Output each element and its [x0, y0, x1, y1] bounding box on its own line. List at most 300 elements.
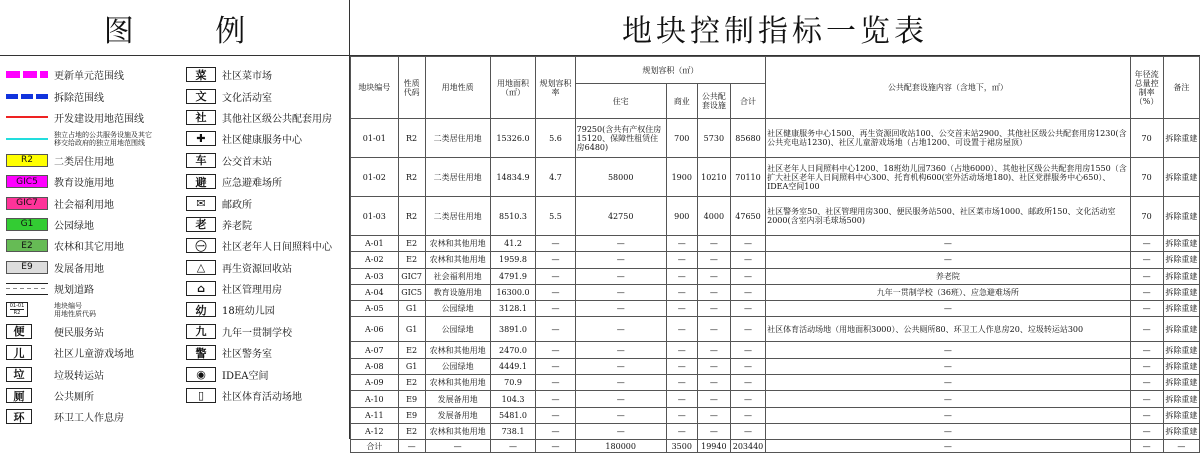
legend-label: 社区健康服务中心 — [222, 135, 302, 147]
zone-color-swatch: R2 — [6, 154, 48, 167]
cell-tot: — — [730, 252, 765, 268]
legend-label: 社区警务室 — [222, 349, 272, 361]
cell-note: 拆除重建 — [1163, 301, 1199, 317]
facility-icon: 文 — [186, 89, 216, 104]
table-row — [351, 342, 1200, 358]
cell-note: 拆除重建 — [1163, 284, 1199, 300]
cell-id: A-07 — [351, 342, 399, 358]
cell-pub: — — [697, 375, 730, 391]
cell-use: 公园绿地 — [425, 317, 490, 342]
table-row — [351, 391, 1200, 407]
cell-tot: — — [730, 391, 765, 407]
cell-code: E9 — [398, 391, 425, 407]
legend-item — [186, 278, 356, 299]
table-row — [351, 375, 1200, 391]
legend-item — [6, 107, 176, 128]
legend-column-left — [6, 64, 176, 428]
cell-pub: — — [697, 268, 730, 284]
cell-id: A-11 — [351, 407, 399, 423]
cell-tot: — — [730, 342, 765, 358]
cell-note: 拆除重建 — [1163, 391, 1199, 407]
cell-yr: — — [1130, 268, 1163, 284]
header-code: 性质代码 — [398, 57, 425, 119]
cell-note: 拆除重建 — [1163, 317, 1199, 342]
cell-far: 5.6 — [536, 119, 575, 158]
legend-label: 九年一贯制学校 — [222, 327, 292, 339]
cell-tot: — — [730, 407, 765, 423]
renewal-boundary-symbol — [6, 71, 48, 78]
table-row — [351, 119, 1200, 158]
cell-area: 5481.0 — [490, 407, 536, 423]
cell-area: 14834.9 — [490, 158, 536, 197]
cell-res: — — [575, 236, 666, 252]
legend-item — [186, 171, 356, 192]
cell-use: 农林和其他用地 — [425, 342, 490, 358]
cell-yr: — — [1130, 423, 1163, 439]
cell-res: 79250(含共有产权住房15120、保障性租赁住房6480) — [575, 119, 666, 158]
cell-code: R2 — [398, 158, 425, 197]
cell-id: A-09 — [351, 375, 399, 391]
facility-icon: 警 — [186, 345, 216, 360]
cell-id: A-02 — [351, 252, 399, 268]
cell-note: 拆除重建 — [1163, 423, 1199, 439]
cell-code: G1 — [398, 301, 425, 317]
cell-code: E9 — [398, 407, 425, 423]
cell-id: 合计 — [351, 440, 399, 453]
cell-area: 738.1 — [490, 423, 536, 439]
cell-yr: — — [1130, 375, 1163, 391]
cell-area: 3128.1 — [490, 301, 536, 317]
cell-far: — — [536, 317, 575, 342]
cell-pub: — — [697, 236, 730, 252]
facility-icon: ⌂ — [186, 281, 216, 296]
zone-color-swatch: GIC5 — [6, 175, 48, 188]
cell-area: 8510.3 — [490, 197, 536, 236]
zone-color-swatch: E2 — [6, 239, 48, 252]
header-note: 备注 — [1163, 57, 1199, 119]
development-boundary-symbol — [6, 116, 48, 118]
legend-label: 文化活动室 — [222, 92, 272, 104]
zone-color-swatch: E9 — [6, 261, 48, 274]
cell-area: 2470.0 — [490, 342, 536, 358]
cell-fac: — — [766, 391, 1130, 407]
legend-label: 开发建设用地范围线 — [54, 113, 144, 125]
cell-pub: — — [697, 301, 730, 317]
cell-fac: 社区体育活动场地（用地面积3000）、公共厕所80、环卫工人作息房20、垃圾转运站300 — [766, 317, 1130, 342]
cell-note: 拆除重建 — [1163, 197, 1199, 236]
legend-title: 图 例 — [0, 0, 349, 56]
facility-icon: 幼 — [186, 302, 216, 317]
cell-yr: — — [1130, 252, 1163, 268]
cell-fac: 社区警务室50、社区管理用房300、便民服务站500、社区菜市场1000、邮政所150、文化活动室2000(含室内羽毛球场500) — [766, 197, 1130, 236]
cell-id: A-04 — [351, 284, 399, 300]
cell-pub: 10210 — [697, 158, 730, 197]
zone-color-swatch: GIC7 — [6, 197, 48, 210]
cell-note: 拆除重建 — [1163, 268, 1199, 284]
legend-label: 教育设施用地 — [54, 178, 114, 190]
cell-use: 公园绿地 — [425, 358, 490, 374]
legend-item — [186, 214, 356, 235]
demolition-boundary-symbol — [6, 94, 48, 99]
legend-item — [6, 385, 176, 406]
cell-tot: 203440 — [730, 440, 765, 453]
legend-label: 养老院 — [222, 220, 252, 232]
cell-far: — — [536, 391, 575, 407]
legend-label: 社区管理用房 — [222, 285, 282, 297]
legend-panel — [0, 0, 350, 439]
facility-icon: ✉ — [186, 196, 216, 211]
legend-item — [186, 342, 356, 363]
cell-com: 900 — [666, 197, 697, 236]
table-row — [351, 158, 1200, 197]
cell-fac: — — [766, 375, 1130, 391]
cell-area: 70.9 — [490, 375, 536, 391]
legend-item — [186, 192, 356, 213]
cell-com: — — [666, 252, 697, 268]
cell-area: 3891.0 — [490, 317, 536, 342]
cell-res: — — [575, 268, 666, 284]
header-residential: 住宅 — [575, 84, 666, 119]
cell-id: 01-02 — [351, 158, 399, 197]
cell-com: — — [666, 317, 697, 342]
cell-id: A-01 — [351, 236, 399, 252]
cell-yr: — — [1130, 284, 1163, 300]
legend-label: 二类居住用地 — [54, 156, 114, 168]
cell-fac: — — [766, 236, 1130, 252]
control-index-table-panel — [350, 0, 1200, 451]
zone-color-swatch: G1 — [6, 218, 48, 231]
cell-far: — — [536, 268, 575, 284]
facility-icon: △ — [186, 260, 216, 275]
cell-yr: 70 — [1130, 119, 1163, 158]
header-commercial: 商业 — [666, 84, 697, 119]
cell-code: R2 — [398, 197, 425, 236]
legend-item — [186, 299, 356, 320]
cell-com: — — [666, 423, 697, 439]
cell-note: 拆除重建 — [1163, 375, 1199, 391]
cell-res: 180000 — [575, 440, 666, 453]
cell-yr: — — [1130, 440, 1163, 453]
cell-com: — — [666, 301, 697, 317]
cell-yr: — — [1130, 301, 1163, 317]
table-row — [351, 358, 1200, 374]
legend-item — [186, 235, 356, 256]
facility-icon: 便 — [6, 324, 32, 339]
legend-label: 社区菜市场 — [222, 71, 272, 83]
legend-label: 发展备用地 — [54, 263, 104, 275]
cell-com: — — [666, 268, 697, 284]
header-public: 公共配套设施 — [697, 84, 730, 119]
legend-item — [6, 278, 176, 299]
cell-code: E2 — [398, 375, 425, 391]
table-row — [351, 407, 1200, 423]
legend-label: 环卫工人作息房 — [54, 413, 124, 425]
cell-fac: 社区健康服务中心1500、再生资源回收站100、公交首末站2900、其他社区级公共配套用房1230(含公共充电站1230)、社区儿童游戏场地（占地1200、可设置于裙房屋顶） — [766, 119, 1130, 158]
header-gfa-group: 规划容积（㎡） — [575, 57, 765, 84]
legend-item — [186, 385, 356, 406]
cell-code: E2 — [398, 236, 425, 252]
legend-label: 拆除范围线 — [54, 92, 104, 104]
cell-fac: 社区老年人日间照料中心1200、18班幼儿园7360（占地6000）、其他社区级公共配套用房1550（含扩大社区老年人日间照料中心300、托育机构600(室外活动场地180)、社区党群服务中心650）、IDEA空间100 — [766, 158, 1130, 197]
cell-use: 社会福利用地 — [425, 268, 490, 284]
cell-far: — — [536, 252, 575, 268]
cell-use: 二类居住用地 — [425, 197, 490, 236]
legend-item — [6, 235, 176, 256]
cell-fac: — — [766, 301, 1130, 317]
cell-far: 5.5 — [536, 197, 575, 236]
cell-use: 二类居住用地 — [425, 158, 490, 197]
header-use: 用地性质 — [425, 57, 490, 119]
cell-area: 16300.0 — [490, 284, 536, 300]
cell-far: — — [536, 375, 575, 391]
cell-note: 拆除重建 — [1163, 358, 1199, 374]
cell-fac: — — [766, 407, 1130, 423]
header-years: 年径流总量控制率（%） — [1130, 57, 1163, 119]
facility-icon: ㊀ — [186, 238, 216, 253]
cell-com: 1900 — [666, 158, 697, 197]
cell-area: — — [490, 440, 536, 453]
legend-label: 独立占地的公共服务设施及其它 移交给政府的独立用地范围线 — [54, 130, 152, 147]
legend-body — [0, 56, 349, 439]
cell-tot: — — [730, 236, 765, 252]
cell-res: 42750 — [575, 197, 666, 236]
legend-item — [186, 85, 356, 106]
facility-icon: 垃 — [6, 367, 32, 382]
legend-label: 18班幼儿园 — [222, 306, 275, 318]
cell-note: 拆除重建 — [1163, 252, 1199, 268]
cell-com: — — [666, 375, 697, 391]
cell-use: 教育设施用地 — [425, 284, 490, 300]
legend-column-right — [186, 64, 356, 406]
legend-item — [186, 107, 356, 128]
control-index-table — [350, 56, 1200, 453]
facility-icon: ▯ — [186, 388, 216, 403]
header-area: 用地面积（㎡） — [490, 57, 536, 119]
legend-label: 公园绿地 — [54, 220, 94, 232]
legend-label: 公共厕所 — [54, 392, 94, 404]
cell-tot: — — [730, 301, 765, 317]
cell-res: — — [575, 375, 666, 391]
cell-far: — — [536, 440, 575, 453]
cell-tot: — — [730, 358, 765, 374]
facility-icon: 老 — [186, 217, 216, 232]
cell-area: 15326.0 — [490, 119, 536, 158]
cell-far: — — [536, 284, 575, 300]
cell-res: 58000 — [575, 158, 666, 197]
legend-item — [186, 363, 356, 384]
facility-icon: 社 — [186, 110, 216, 125]
cell-far: — — [536, 236, 575, 252]
cell-id: 01-03 — [351, 197, 399, 236]
table-row — [351, 197, 1200, 236]
legend-item — [6, 363, 176, 384]
legend-item — [6, 128, 176, 149]
legend-label: 便民服务站 — [54, 327, 104, 339]
cell-note: 拆除重建 — [1163, 342, 1199, 358]
parcel-code-sample: R2 — [13, 310, 21, 317]
cell-tot: — — [730, 423, 765, 439]
cell-res: — — [575, 423, 666, 439]
cell-com: — — [666, 236, 697, 252]
cell-com: — — [666, 284, 697, 300]
legend-item — [6, 64, 176, 85]
cell-pub: — — [697, 423, 730, 439]
cell-id: A-03 — [351, 268, 399, 284]
parcel-id-sample: 01-01 — [9, 303, 25, 310]
table-title: 地块控制指标一览表 — [350, 0, 1200, 56]
facility-icon: 环 — [6, 409, 32, 424]
cell-yr: 70 — [1130, 158, 1163, 197]
legend-item — [6, 342, 176, 363]
cell-tot: 70110 — [730, 158, 765, 197]
header-id: 地块编号 — [351, 57, 399, 119]
header-far: 规划容积率 — [536, 57, 575, 119]
cell-tot: — — [730, 317, 765, 342]
legend-label: 邮政所 — [222, 199, 252, 211]
cell-use: — — [425, 440, 490, 453]
cell-id: A-10 — [351, 391, 399, 407]
cell-com: 700 — [666, 119, 697, 158]
cell-far: — — [536, 301, 575, 317]
table-row — [351, 252, 1200, 268]
cell-fac: — — [766, 423, 1130, 439]
cell-use: 二类居住用地 — [425, 119, 490, 158]
legend-label: 其他社区级公共配套用房 — [222, 113, 332, 125]
cell-res: — — [575, 252, 666, 268]
cell-note: 拆除重建 — [1163, 119, 1199, 158]
cell-use: 农林和其他用地 — [425, 375, 490, 391]
cell-res: — — [575, 284, 666, 300]
legend-label: 社区老年人日间照料中心 — [222, 242, 332, 254]
cell-fac: — — [766, 252, 1130, 268]
legend-label: 规划道路 — [54, 285, 94, 297]
legend-item — [6, 192, 176, 213]
facility-icon: 避 — [186, 174, 216, 189]
cell-yr: — — [1130, 342, 1163, 358]
cell-code: GIC5 — [398, 284, 425, 300]
facility-icon: ✚ — [186, 131, 216, 146]
cell-far: — — [536, 423, 575, 439]
cell-yr: 70 — [1130, 197, 1163, 236]
cell-id: A-12 — [351, 423, 399, 439]
legend-item — [186, 257, 356, 278]
cell-pub: 19940 — [697, 440, 730, 453]
legend-item — [6, 321, 176, 342]
cell-note: 拆除重建 — [1163, 407, 1199, 423]
cell-com: 3500 — [666, 440, 697, 453]
cell-yr: — — [1130, 317, 1163, 342]
table-total-row — [351, 440, 1200, 453]
cell-note: 拆除重建 — [1163, 158, 1199, 197]
table-body — [351, 119, 1200, 453]
cell-use: 农林和其他用地 — [425, 236, 490, 252]
cell-fac: — — [766, 342, 1130, 358]
cell-tot: — — [730, 284, 765, 300]
cell-area: 41.2 — [490, 236, 536, 252]
legend-item — [6, 171, 176, 192]
cell-pub: 5730 — [697, 119, 730, 158]
table-row — [351, 423, 1200, 439]
cell-pub: — — [697, 284, 730, 300]
legend-item — [6, 150, 176, 171]
cell-area: 104.3 — [490, 391, 536, 407]
legend-item — [6, 214, 176, 235]
cell-tot: — — [730, 375, 765, 391]
cell-code: E2 — [398, 342, 425, 358]
header-facilities: 公共配套设施内容（含地下，㎡） — [766, 57, 1130, 119]
cell-use: 公园绿地 — [425, 301, 490, 317]
cell-area: 1959.8 — [490, 252, 536, 268]
legend-item — [186, 128, 356, 149]
table-header-row — [351, 57, 1200, 84]
cell-pub: — — [697, 317, 730, 342]
legend-label: 更新单元范围线 — [54, 71, 124, 83]
cell-note: — — [1163, 440, 1199, 453]
table-row — [351, 301, 1200, 317]
cell-code: E2 — [398, 423, 425, 439]
legend-label: 农林和其它用地 — [54, 242, 124, 254]
cell-id: A-08 — [351, 358, 399, 374]
legend-label: 社区体育活动场地 — [222, 392, 302, 404]
legend-label: 公交首末站 — [222, 156, 272, 168]
facility-icon: 儿 — [6, 345, 32, 360]
cell-res: — — [575, 301, 666, 317]
cell-yr: — — [1130, 236, 1163, 252]
cell-res: — — [575, 358, 666, 374]
cell-area: 4449.1 — [490, 358, 536, 374]
cell-code: G1 — [398, 358, 425, 374]
independent-land-boundary-symbol — [6, 138, 48, 140]
cell-code: E2 — [398, 252, 425, 268]
legend-item — [186, 150, 356, 171]
legend-item — [6, 257, 176, 278]
cell-com: — — [666, 358, 697, 374]
legend-item — [6, 299, 176, 320]
cell-id: A-06 — [351, 317, 399, 342]
cell-com: — — [666, 342, 697, 358]
legend-label: 垃圾转运站 — [54, 370, 104, 382]
facility-icon: 车 — [186, 153, 216, 168]
cell-yr: — — [1130, 407, 1163, 423]
table-row — [351, 236, 1200, 252]
cell-far: — — [536, 407, 575, 423]
facility-icon: 厕 — [6, 388, 32, 403]
cell-code: — — [398, 440, 425, 453]
legend-label: 社会福利用地 — [54, 199, 114, 211]
cell-far: — — [536, 358, 575, 374]
legend-item — [186, 321, 356, 342]
cell-pub: — — [697, 358, 730, 374]
legend-label: IDEA空间 — [222, 370, 269, 382]
planned-road-symbol — [6, 283, 48, 295]
cell-res: — — [575, 317, 666, 342]
legend-item — [6, 85, 176, 106]
facility-icon: 菜 — [186, 67, 216, 82]
table-row — [351, 284, 1200, 300]
cell-yr: — — [1130, 391, 1163, 407]
cell-pub: — — [697, 342, 730, 358]
cell-code: GIC7 — [398, 268, 425, 284]
cell-fac: — — [766, 440, 1130, 453]
cell-area: 4791.9 — [490, 268, 536, 284]
facility-icon: ◉ — [186, 367, 216, 382]
cell-tot: — — [730, 268, 765, 284]
cell-com: — — [666, 391, 697, 407]
table-row — [351, 268, 1200, 284]
header-total: 合计 — [730, 84, 765, 119]
legend-item — [6, 406, 176, 427]
legend-item — [186, 64, 356, 85]
